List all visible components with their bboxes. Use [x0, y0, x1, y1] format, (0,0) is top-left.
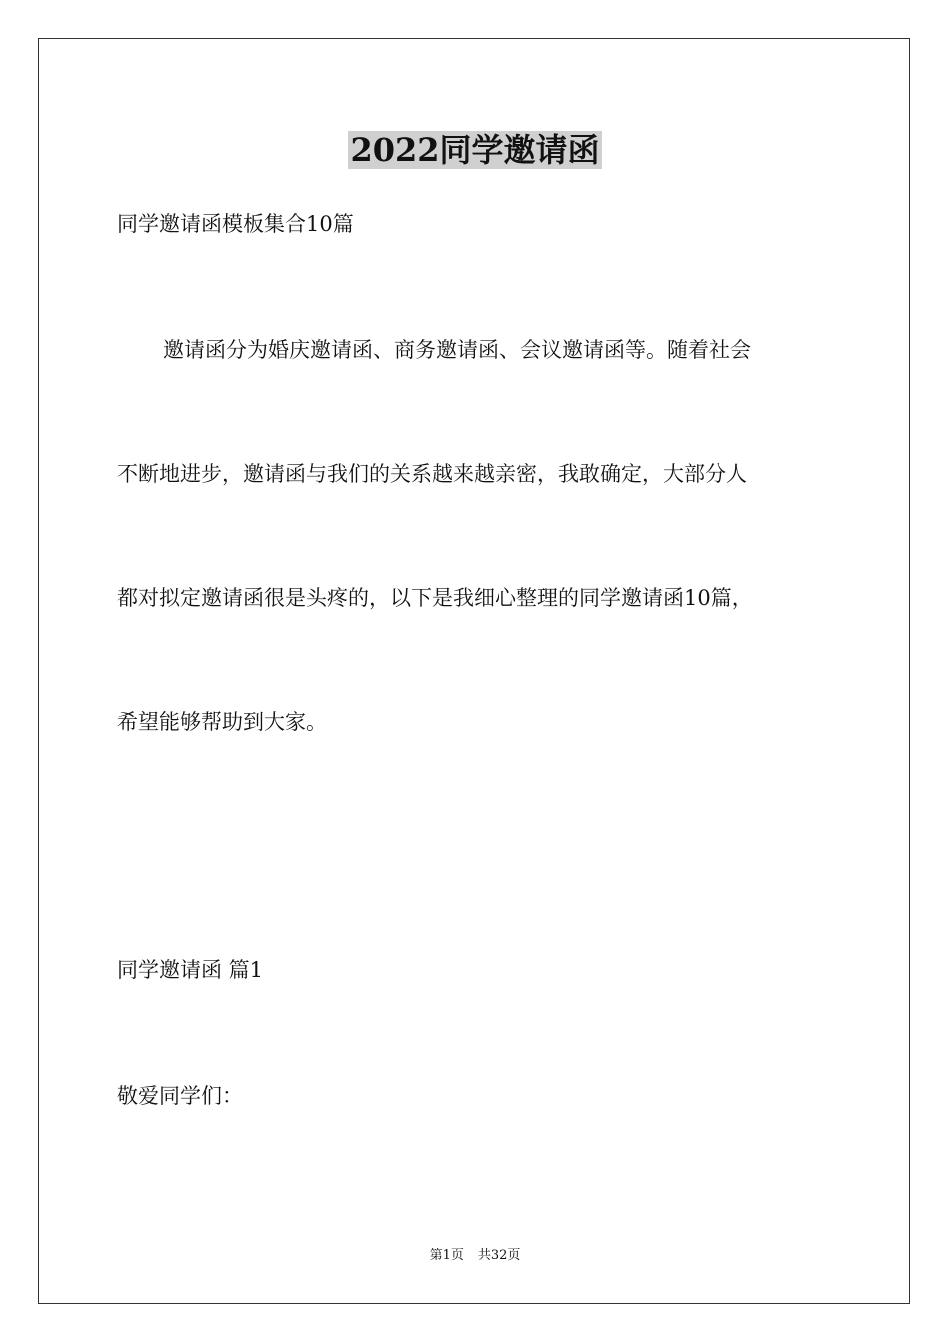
document-subtitle: 同学邀请函模板集合10篇: [117, 212, 354, 236]
document-title-text: 2022同学邀请函: [350, 131, 600, 169]
intro-paragraph-line-2: 不断地进步，邀请函与我们的关系越来越亲密，我敢确定，大部分人: [117, 462, 747, 486]
section-heading: 同学邀请函 篇1: [117, 958, 264, 982]
intro-paragraph-line-4: 希望能够帮助到大家。: [117, 710, 327, 734]
intro-paragraph-line-1: 邀请函分为婚庆邀请函、商务邀请函、会议邀请函等。随着社会: [163, 338, 751, 362]
page-footer: [0, 1246, 950, 1266]
salutation: 敬爱同学们：: [117, 1084, 243, 1108]
page-number-total: 共32页: [477, 1248, 521, 1263]
page-number-current: 第1页: [429, 1248, 464, 1263]
document-title: [0, 128, 950, 172]
intro-paragraph-line-3: 都对拟定邀请函很是头疼的，以下是我细心整理的同学邀请函10篇，: [117, 586, 753, 610]
